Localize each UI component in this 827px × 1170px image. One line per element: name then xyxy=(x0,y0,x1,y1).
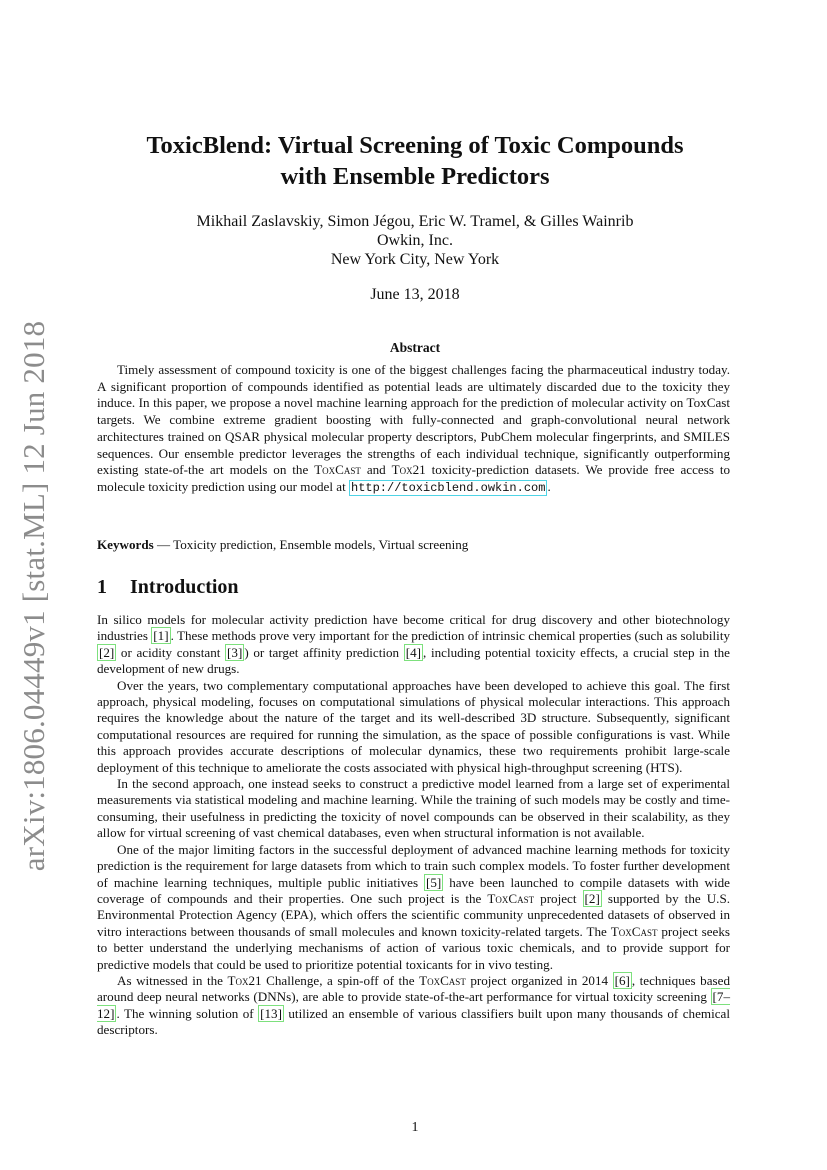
paragraph xyxy=(97,842,730,973)
tox21-term: Tox21 xyxy=(391,462,426,478)
text: . These methods prove very important for the prediction of intrinsic chemical properties (such as solubility xyxy=(170,628,731,644)
arxiv-identifier: arXiv:1806.04449v1 [stat.ML] 12 Jun 2018 xyxy=(16,320,51,872)
toxcast-term: ToxCast xyxy=(314,462,361,478)
text: project xyxy=(534,890,583,906)
title-line-1: ToxicBlend: Virtual Screening of Toxic Compounds xyxy=(146,132,684,159)
paper-title xyxy=(97,130,733,192)
citation-link[interactable]: [2] xyxy=(99,644,115,660)
text: project organized in 2014 xyxy=(465,972,613,988)
section-title: Introduction xyxy=(130,576,239,598)
keywords-label: Keywords xyxy=(97,537,154,552)
abstract-heading: Abstract xyxy=(389,340,441,355)
paragraph: In the second approach, one instead seeks to construct a predictive model learned from a large set of experimental measurements via statistical modeling and machine learning. While the training of such models may be costly and time-consuming, their usefulness in predicting the toxicity of novel compounds can be observed in their scalability, as they allow for virtual screening of vast chemical databases, even when structural information is not available. xyxy=(97,776,730,841)
affiliation: Owkin, Inc. xyxy=(377,232,453,249)
page-number: 1 xyxy=(411,1120,419,1135)
citation-link[interactable]: [13] xyxy=(260,1005,282,1021)
citation-link[interactable]: [5] xyxy=(425,874,442,890)
text: ) or target affinity prediction xyxy=(244,644,404,660)
citation-link[interactable]: [2] xyxy=(584,890,600,906)
toxcast-term: ToxCast xyxy=(487,890,535,906)
keywords-list: Toxicity prediction, Ensemble models, Virtual screening xyxy=(173,537,469,552)
title-line-2: with Ensemble Predictors xyxy=(280,163,550,190)
text: project seeks to better understand the underlying mechanisms of action of various toxic chemicals, and to provide support for predictive models that could be used to prioritize potential toxicants for in vivo testing. xyxy=(97,923,730,972)
citation-link[interactable]: [4] xyxy=(405,644,422,660)
location: New York City, New York xyxy=(330,251,500,268)
citation-link[interactable]: [3] xyxy=(227,644,243,660)
text: As witnessed in the xyxy=(117,972,228,988)
keywords xyxy=(97,537,730,553)
text: supported by the U.S. Environmental Protection Agency (EPA), which offers the scientific community unprecedented datasets of observed in vitro interactions between thousands of small molecules and known toxicity-related targets. The xyxy=(97,890,730,939)
paragraph xyxy=(97,973,730,1039)
abstract-body-end: toxicity-prediction datasets. We provide free access to molecule toxicity prediction using our model at xyxy=(97,462,731,494)
section-heading-introduction xyxy=(97,576,239,599)
text: One of the major limiting factors in the successful deployment of advanced machine learning methods for toxicity prediction is the requirement for large datasets from which to train such complex models. To foster further development of machine learning techniques, multiple public initiatives xyxy=(97,841,730,890)
text: , including potential toxicity effects, a crucial step in the development of new drugs. xyxy=(97,644,730,677)
text: Challenge, a spin-off of the xyxy=(261,972,420,988)
abstract-body: Timely assessment of compound toxicity is one of the biggest challenges facing the pharmaceutical industry today. A significant proportion of compounds identified as potential leads are ultimately discarded due to the toxicity they induce. In this paper, we propose a novel machine learning approach for the prediction of molecular activity on ToxCast targets. We combine extreme gradient boosting with fully-connected and graph-convolutional neural network architectures trained on QSAR physical molecular property descriptors, PubChem molecular fingerprints, and SMILES sequences. Our ensemble predictor leverages the strengths of each individual technique, significantly outperforming existing state-of-the art models on the xyxy=(97,362,730,478)
toxicblend-url-link[interactable]: http://toxicblend.owkin.com xyxy=(351,480,546,495)
text: utilized an ensemble of various classifiers built upon many thousands of chemical descriptors. xyxy=(97,1005,730,1038)
citation-link[interactable]: [1] xyxy=(153,628,169,644)
abstract-period: . xyxy=(547,478,551,494)
abstract-text xyxy=(97,362,730,497)
text: . The winning solution of xyxy=(116,1005,259,1021)
abstract-and: and xyxy=(360,462,392,478)
text: have been launched to compile datasets with wide coverage of compounds and their properties. One such project is the xyxy=(97,874,730,906)
citation-link[interactable]: [6] xyxy=(614,972,630,988)
citation-link[interactable]: [7–12] xyxy=(97,989,730,1021)
text: , techniques based around deep neural networks (DNNs), are able to provide state-of-the-art performance for virtual toxicity screening xyxy=(97,972,730,1005)
section-number: 1 xyxy=(97,576,107,598)
tox21-term: Tox21 xyxy=(227,972,262,988)
paragraph xyxy=(97,612,730,678)
text: In silico models for molecular activity prediction have become critical for drug discovery and other biotechnology industries xyxy=(97,612,730,644)
toxcast-term: ToxCast xyxy=(610,923,658,939)
introduction-body xyxy=(97,612,730,1039)
date: June 13, 2018 xyxy=(370,286,460,303)
paragraph: Over the years, two complementary computational approaches have been developed to achieve this goal. The first approach, physical modeling, focuses on computational simulations of physical molecular interactions. This approach requires the knowledge about the nature of the target and its well-described 3D structure. Subsequently, significant computational resources are required for running the simulation, as the space of possible configurations is vast. While this approach provides accurate descriptions of molecular dynamics, these two requirements prohibit large-scale deployment of this technique to ameliorate the costs associated with physical high-throughput screening (HTS). xyxy=(97,677,730,775)
toxcast-term: ToxCast xyxy=(419,972,466,988)
keywords-separator: — xyxy=(153,537,174,552)
authors: Mikhail Zaslavskiy, Simon Jégou, Eric W. Tramel, & Gilles Wainrib xyxy=(196,213,634,230)
text: or acidity constant xyxy=(116,644,226,660)
